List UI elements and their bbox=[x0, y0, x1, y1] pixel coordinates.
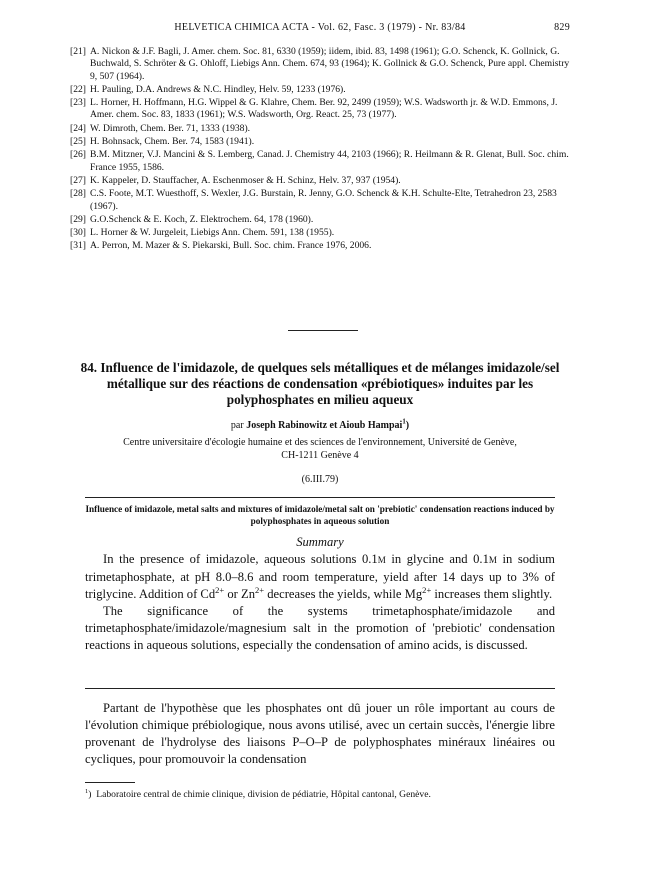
affiliation bbox=[70, 437, 570, 462]
reference-text: A. Nickon & J.F. Bagli, J. Amer. chem. Soc. 81, 6330 (1959); iidem, ibid. 83, 1498 (1961); G.O. Schenck, K. Gollnick, G. Buchwald, S. Schröter & G. Ohloff, Liebigs Ann. Chem. 674, 93 (1964); K. Gollnick & G.O. Schenck, Pure appl. Chemistry 9, 507 (1964). bbox=[90, 46, 570, 82]
footnote-text: Laboratoire central de chimie clinique, division de pédiatrie, Hôpital cantonal, Genève. bbox=[96, 789, 431, 800]
english-title: Influence of imidazole, metal salts and mixtures of imidazole/metal salt on 'prebiotic' condensation reactions induced by polyphosphates in aqueous solution bbox=[85, 504, 555, 526]
reference-item bbox=[70, 240, 570, 252]
summary-text bbox=[85, 551, 555, 654]
footnote-rule bbox=[85, 782, 135, 783]
molar-unit: M bbox=[488, 555, 497, 565]
reference-text: C.S. Foote, M.T. Wuesthoff, S. Wexler, J.G. Burstain, R. Jenny, G.O. Schenck & K.H. Schulte-Elte, Tetrahedron 23, 2583 (1967). bbox=[90, 188, 557, 212]
reference-list bbox=[70, 46, 570, 254]
reference-text: K. Kappeler, D. Stauffacher, A. Eschenmoser & H. Schinz, Helv. 37, 937 (1954). bbox=[90, 174, 401, 186]
author-names: Joseph Rabinowitz et Aioub Hampai bbox=[246, 420, 403, 431]
reference-text: L. Horner, H. Hoffmann, H.G. Wippel & G. Klahre, Chem. Ber. 92, 2499 (1959); W.S. Wadsworth jr. & W.D. Emmons, J. Amer. chem. Soc. 83, 1833 (1961); W.S. Wadsworth, Org. React. 25, 73 (1977). bbox=[90, 97, 558, 121]
author-prefix: par bbox=[230, 420, 244, 431]
author-footnote-mark: 1 bbox=[402, 418, 406, 426]
reference-number: [27] bbox=[70, 174, 86, 186]
reference-number: [22] bbox=[70, 83, 86, 95]
reference-item bbox=[70, 214, 570, 226]
footnote bbox=[85, 789, 555, 800]
footnote-paren: ) bbox=[88, 789, 92, 800]
reference-text: H. Pauling, D.A. Andrews & N.C. Hindley, Helv. 59, 1233 (1976). bbox=[90, 83, 346, 95]
reference-item bbox=[70, 149, 570, 174]
summary-paragraph: The significance of the systems trimetaphosphate/imidazole and trimetaphosphate/imidazole/magnesium salt in the promotion of 'prebiotic' condensation reactions in aqueous solutions, especially the condensation of amino acids, is discussed. bbox=[85, 604, 555, 652]
summary-heading: Summary bbox=[296, 535, 344, 549]
reference-text: A. Perron, M. Mazer & S. Piekarski, Bull. Soc. chim. France 1976, 2006. bbox=[90, 240, 372, 252]
affiliation-line: Centre universitaire d'écologie humaine et des sciences de l'environnement, Université de Genève, bbox=[123, 437, 517, 448]
summary-top-rule bbox=[85, 497, 555, 498]
journal-running-title: HELVETICA CHIMICA ACTA - Vol. 62, Fasc. 3 (1979) - Nr. 83/84 bbox=[174, 22, 466, 33]
reference-number: [21] bbox=[70, 46, 86, 57]
article-title: 84. Influence de l'imidazole, de quelques sels métalliques et de mélanges imidazole/sel métallique sur des réactions de condensation «prébiotiques» induites par les polyphosphates en milieu aqueux bbox=[80, 360, 560, 407]
ion-charge: 2+ bbox=[255, 584, 265, 595]
reference-number: [28] bbox=[70, 188, 86, 200]
summary-paragraph: In the presence of imidazole, aqueous solutions 0.1M in glycine and 0.1M in sodium trimetaphosphate, at pH 8.0–8.6 and room temperature, yield after 14 days up to 3% of triglycine. Addition of $Cd^{2+}$ or $Zn^{2+}$ decreases the yields, while $Mg^{2+}$ increases them slightly. bbox=[85, 552, 555, 601]
reference-item bbox=[70, 227, 570, 239]
ion-charge: 2+ bbox=[422, 584, 432, 595]
reference-text: H. Bohnsack, Chem. Ber. 74, 1583 (1941). bbox=[90, 136, 255, 148]
reference-number: [24] bbox=[70, 122, 86, 134]
section-divider bbox=[288, 330, 358, 331]
reference-item bbox=[70, 84, 570, 96]
reference-number: [25] bbox=[70, 136, 86, 148]
reference-item bbox=[70, 97, 570, 122]
body-text bbox=[85, 700, 555, 768]
reference-item bbox=[70, 136, 570, 148]
reference-item bbox=[70, 123, 570, 135]
summary-bottom-rule bbox=[85, 688, 555, 689]
reference-text: G.O.Schenck & E. Koch, Z. Elektrochem. 64, 178 (1960). bbox=[90, 213, 314, 225]
reference-number: [30] bbox=[70, 227, 86, 239]
received-date: (6.III.79) bbox=[301, 474, 339, 485]
body-paragraph: Partant de l'hypothèse que les phosphates ont dû jouer un rôle important au cours de l'évolution chimique prébiologique, nous avons utilisé, avec un certain succès, l'énergie libre provenant de l'hydrolyse des liaisons P–O–P de polyphosphates minéraux linéaires ou cycliques, pour promouvoir la condensation bbox=[85, 701, 555, 766]
reference-item bbox=[70, 188, 570, 213]
reference-item bbox=[70, 175, 570, 187]
author-footnote-paren: ) bbox=[405, 420, 410, 431]
molar-unit: M bbox=[377, 555, 386, 565]
reference-number: [23] bbox=[70, 97, 86, 109]
author-line bbox=[70, 420, 570, 431]
reference-number: [31] bbox=[70, 240, 86, 252]
affiliation-line: CH-1211 Genève 4 bbox=[281, 449, 359, 461]
running-header bbox=[70, 22, 570, 38]
reference-text: L. Horner & W. Jurgeleit, Liebigs Ann. Chem. 591, 138 (1955). bbox=[90, 227, 335, 239]
footnote-mark: 1 bbox=[85, 787, 89, 795]
page-number: 829 bbox=[554, 22, 570, 33]
reference-number: [29] bbox=[70, 213, 86, 225]
reference-number: [26] bbox=[70, 149, 86, 161]
reference-item bbox=[70, 46, 570, 83]
reference-text: B.M. Mitzner, V.J. Mancini & S. Lemberg, Canad. J. Chemistry 44, 2103 (1966); R. Heilmann & R. Glenat, Bull. Soc. chim. France 1955, 1586. bbox=[90, 149, 569, 173]
ion-charge: 2+ bbox=[215, 584, 225, 595]
reference-text: W. Dimroth, Chem. Ber. 71, 1333 (1938). bbox=[90, 122, 251, 134]
